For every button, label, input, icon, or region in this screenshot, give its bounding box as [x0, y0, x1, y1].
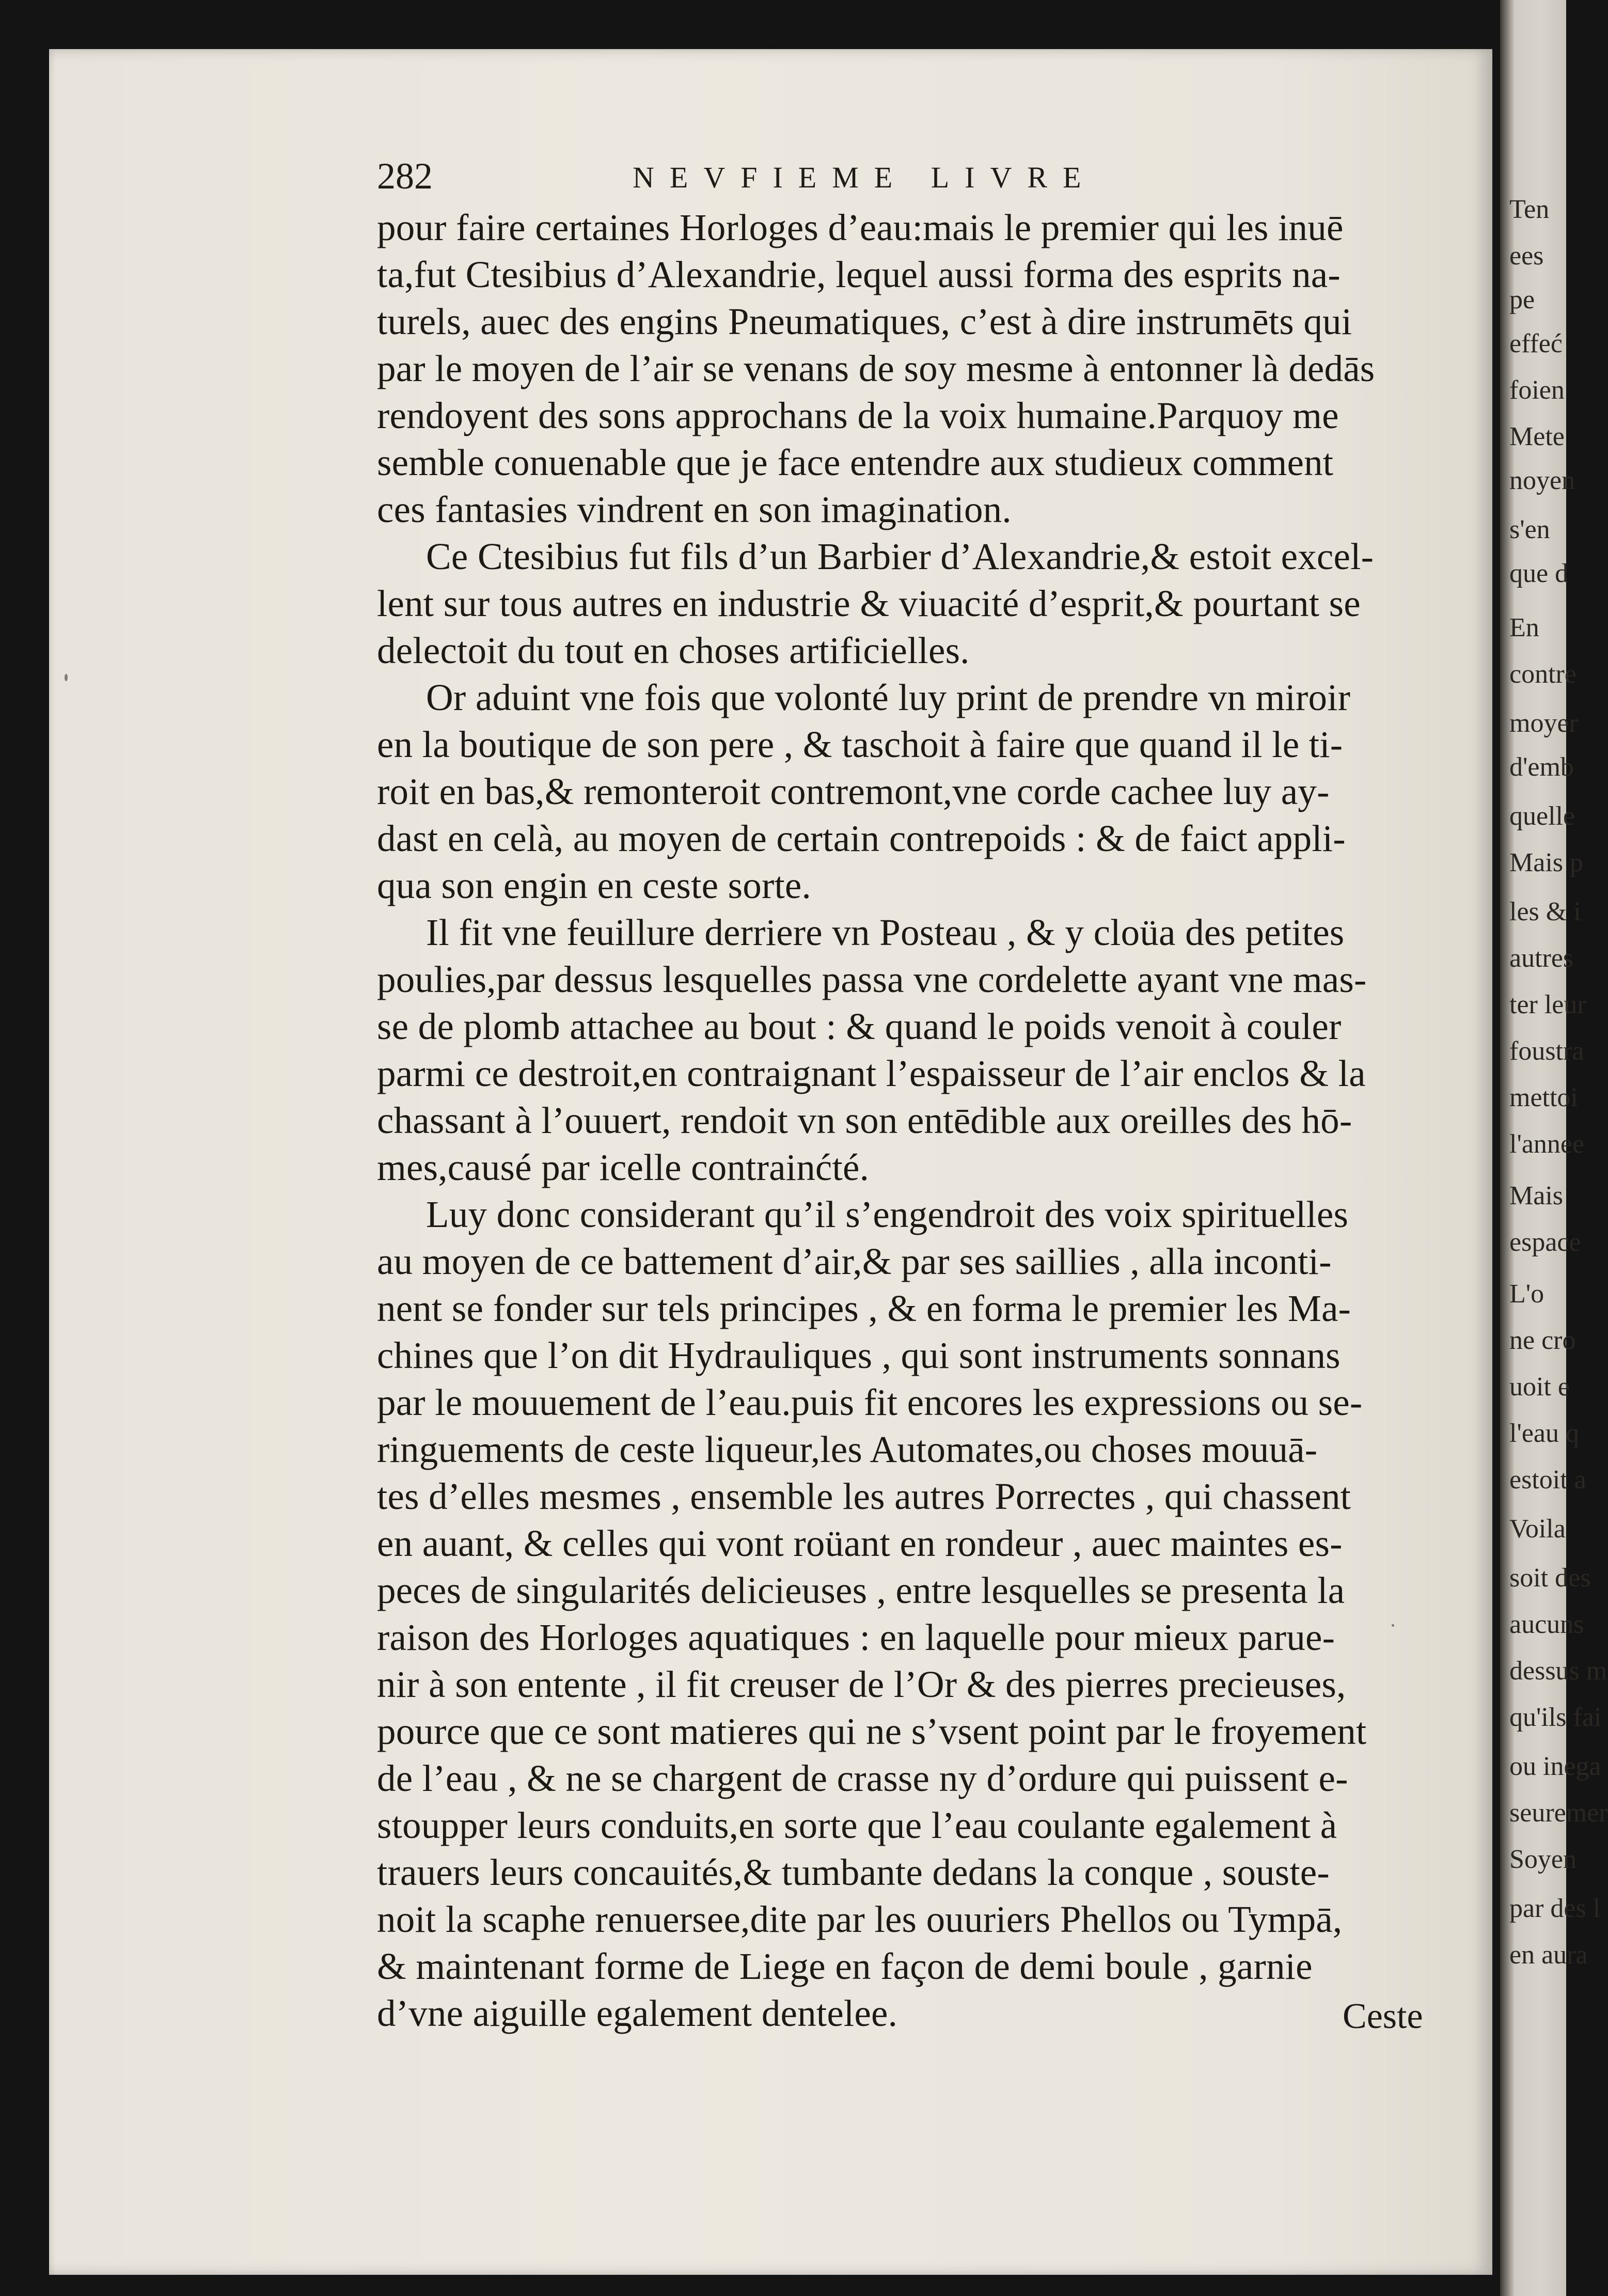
text-line: ta,fut Ctesibius d’Alexandrie, lequel aussi forma des esprits na-	[377, 254, 1341, 295]
catchword: Ceste	[1343, 1996, 1423, 2036]
text-line: de l’eau , & ne se chargent de crasse ny d’ordure qui puissent e-	[377, 1757, 1348, 1799]
facing-page-fragment: soit des	[1509, 1563, 1591, 1593]
facing-page-fragment: ne cro	[1509, 1326, 1576, 1355]
text-line: trauers leurs concauités,& tumbante dedans la conque , souste-	[377, 1851, 1330, 1893]
body-text	[377, 204, 1448, 2037]
facing-page-fragment: que d	[1509, 559, 1569, 588]
facing-page-fragment: par des l	[1509, 1894, 1601, 1923]
text-line: au moyen de ce battement d’air,& par ses saillies , alla inconti-	[377, 1240, 1332, 1282]
text-line: noit la scaphe renuersee,dite par les ouuriers Phellos ou Tympā,	[377, 1898, 1343, 1940]
facing-page-fragment: uoit e	[1509, 1372, 1570, 1402]
facing-page-fragment: l'eau q	[1509, 1419, 1579, 1448]
text-line: semble conuenable que je face entendre aux studieux comment	[377, 442, 1334, 483]
facing-page-fragment: ees	[1509, 241, 1544, 271]
facing-page-fragment: foien	[1509, 375, 1565, 405]
text-line: roit en bas,& remonteroit contremont,vne corde cachee luy ay-	[377, 770, 1330, 812]
ink-speck	[1392, 1624, 1394, 1627]
facing-page-fragment: foustra	[1509, 1036, 1584, 1066]
text-line: nent se fonder sur tels principes , & en forma le premier les Ma-	[377, 1287, 1351, 1329]
running-head: NEVFIEME LIVRE	[633, 161, 1097, 194]
text-line: stoupper leurs conduits,en sorte que l’eau coulante egalement à	[377, 1804, 1337, 1846]
text-line: d’vne aiguille egalement dentelee.	[377, 1992, 898, 2034]
facing-page-edge	[1500, 0, 1608, 2296]
text-line: mes,causé par icelle contrainćté.	[377, 1146, 870, 1188]
facing-page-fragment: l'annee	[1509, 1129, 1585, 1159]
facing-page-fragment: En	[1509, 613, 1539, 642]
facing-page-fragment: en aura	[1509, 1940, 1588, 1970]
text-line: parmi ce destroit,en contraignant l’espaisseur de l’air enclos & la	[377, 1052, 1366, 1094]
facing-page-fragment: effeć	[1509, 329, 1563, 358]
facing-page-fragment: contre	[1509, 659, 1577, 689]
text-line: Ce Ctesibius fut fils d’un Barbier d’Alexandrie,& estoit excel-	[426, 536, 1374, 577]
facing-page-fragment: estoit a	[1509, 1465, 1586, 1495]
facing-page-fragment: pe	[1509, 285, 1535, 314]
text-line: & maintenant forme de Liege en façon de demi boule , garnie	[377, 1945, 1313, 1987]
text-line: lent sur tous autres en industrie & viuacité d’esprit,& pourtant se	[377, 583, 1361, 624]
text-line: delectoit du tout en choses artificielles.	[377, 630, 970, 671]
text-line: turels, auec des engins Pneumatiques, c’est à dire instrumēts qui	[377, 301, 1352, 342]
text-line: rendoyent des sons approchans de la voix humaine.Parquoy me	[377, 395, 1339, 436]
facing-page-fragment: ou inega	[1509, 1752, 1601, 1781]
page-header	[377, 155, 1441, 201]
text-line: par le moyen de l’air se venans de soy mesme à entonner là dedās	[377, 348, 1375, 389]
facing-page-fragment: dessus m	[1509, 1656, 1607, 1686]
facing-page-fragment: espace	[1509, 1228, 1581, 1257]
facing-page-fragment: Mete	[1509, 422, 1565, 451]
facing-page-fragment: mettoi	[1509, 1083, 1578, 1112]
text-line: ringuements de ceste liqueur,les Automates,ou choses mouuā-	[377, 1428, 1318, 1470]
facing-page-fragment: Ten	[1509, 195, 1550, 224]
text-line: chines que l’on dit Hydrauliques , qui sont instruments sonnans	[377, 1334, 1341, 1376]
ink-speck	[65, 674, 68, 681]
text-line: par le mouuement de l’eau.puis fit encores les expressions ou se-	[377, 1381, 1363, 1423]
text-line: dast en celà, au moyen de certain contrepoids : & de faict appli-	[377, 817, 1346, 859]
facing-page-fragment: Mais	[1509, 1181, 1563, 1210]
facing-page-fragment: aucuns	[1509, 1610, 1584, 1639]
book-page	[49, 49, 1492, 2275]
text-line: peces de singularités delicieuses , entre lesquelles se presenta la	[377, 1569, 1345, 1611]
facing-page-fragment: Soyen	[1509, 1845, 1577, 1874]
text-line: tes d’elles mesmes , ensemble les autres Porrectes , qui chassent	[377, 1475, 1351, 1517]
text-line: raison des Horloges aquatiques : en laquelle pour mieux parue-	[377, 1616, 1335, 1658]
facing-page-fragment: Voila	[1509, 1514, 1566, 1544]
facing-page-fragment: noyen	[1509, 466, 1575, 495]
facing-page-fragment: les & i	[1509, 897, 1581, 926]
text-line: qua son engin en ceste sorte.	[377, 864, 811, 906]
text-line: poulies,par dessus lesquelles passa vne cordelette ayant vne mas-	[377, 958, 1367, 1000]
text-line: Luy donc considerant qu’il s’engendroit des voix spirituelles	[426, 1193, 1349, 1235]
facing-page-fragment: s'en	[1509, 515, 1550, 544]
text-line: en auant, & celles qui vont roüant en rondeur , auec maintes es-	[377, 1522, 1343, 1564]
text-line: Il fit vne feuillure derriere vn Posteau , & y cloüa des petites	[426, 911, 1345, 953]
facing-page-fragment: seuremer	[1509, 1798, 1608, 1828]
text-line: ces fantasies vindrent en son imagination.	[377, 489, 1012, 530]
text-line: Or aduint vne fois que volonté luy print de prendre vn miroir	[426, 677, 1351, 718]
text-line: pour faire certaines Horloges d’eau:mais le premier qui les inuē	[377, 207, 1344, 248]
text-line: se de plomb attachee au bout : & quand le poids venoit à couler	[377, 1005, 1342, 1047]
facing-page-fragment: Mais p	[1509, 848, 1583, 877]
facing-page-fragment: qu'ils fai	[1509, 1703, 1602, 1732]
facing-page-fragment: moyer	[1509, 709, 1578, 738]
text-line: nir à son entente , il fit creuser de l’Or & des pierres precieuses,	[377, 1663, 1346, 1705]
page-number: 282	[377, 155, 433, 197]
facing-page-fragment: ter leur	[1509, 990, 1586, 1019]
facing-page-fragment: L'o	[1509, 1279, 1544, 1309]
facing-page-fragment: autres	[1509, 943, 1574, 973]
text-line: en la boutique de son pere , & taschoit à faire que quand il le ti-	[377, 724, 1343, 765]
text-line: chassant à l’ouuert, rendoit vn son entēdible aux oreilles des hō-	[377, 1099, 1352, 1141]
facing-page-fragment: d'emb	[1509, 752, 1574, 782]
text-line: pource que ce sont matieres qui ne s’vsent point par le froyement	[377, 1710, 1367, 1752]
facing-page-fragment: quelle	[1509, 801, 1575, 831]
